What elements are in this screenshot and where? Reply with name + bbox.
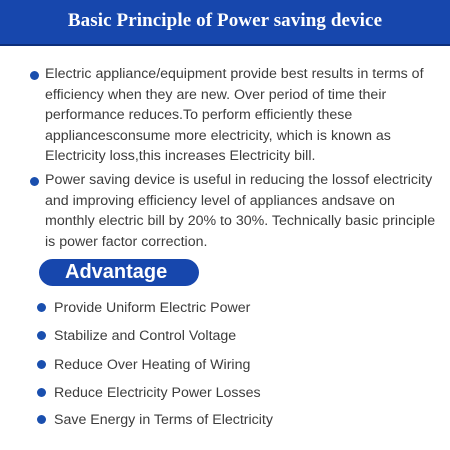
- bullet-icon: [37, 415, 46, 424]
- advantage-item: Save Energy in Terms of Electricity: [54, 412, 273, 428]
- bullet-icon: [30, 71, 39, 80]
- advantage-item: Stabilize and Control Voltage: [54, 328, 237, 344]
- advantage-item: Reduce Over Heating of Wiring: [54, 357, 251, 373]
- principle-paragraph: Power saving device is useful in reducing the lossof electricity and improving efficiency level of appliances andsave on monthly electric bill by 20% to 30%. Technically basic principle is power factor correction.: [45, 172, 436, 250]
- bullet-icon: [37, 331, 46, 340]
- bullet-icon: [30, 177, 39, 186]
- advantage-heading: Advantage: [65, 261, 168, 283]
- title-banner: [0, 0, 450, 46]
- advantage-item: Provide Uniform Electric Power: [54, 300, 251, 316]
- advantage-item: Reduce Electricity Power Losses: [54, 385, 261, 401]
- bullet-icon: [37, 303, 46, 312]
- bullet-icon: [37, 388, 46, 397]
- bullet-icon: [37, 360, 46, 369]
- page-title: Basic Principle of Power saving device: [67, 10, 383, 31]
- principle-paragraph: Electric appliance/equipment provide best results in terms of efficiency when they are new. Over period of time their performance reduces.To perform efficiently these appliancesconsume more electricity, which is known as Electricity loss,this increases Electricity bill.: [45, 66, 424, 164]
